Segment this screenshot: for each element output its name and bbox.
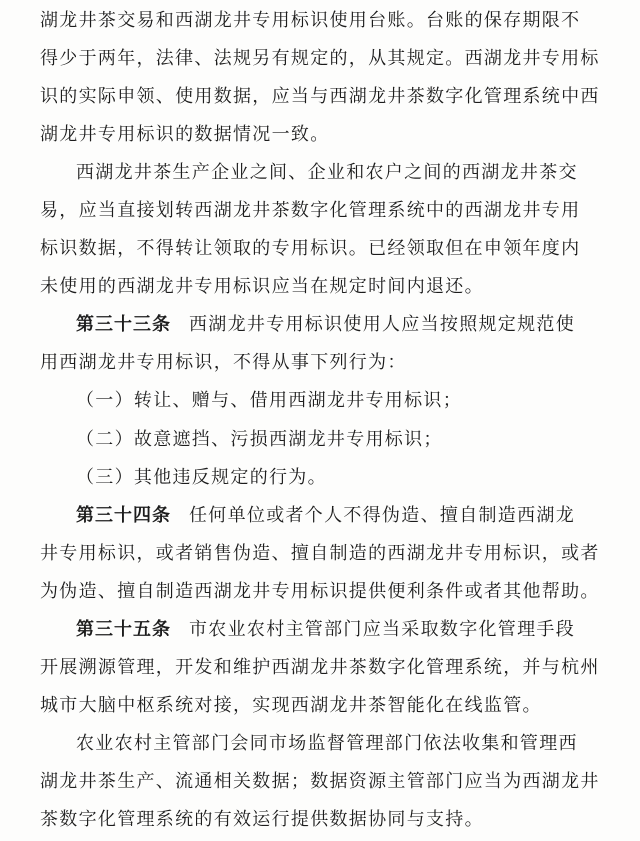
paragraph-line: 用西湖龙井专用标识，不得从事下列行为： (40, 352, 407, 373)
paragraph-line: 易，应当直接划转西湖龙井茶数字化管理系统中的西湖龙井专用 (40, 200, 581, 221)
article-33-heading: 第三十三条 (76, 314, 171, 335)
paragraph-line: 标识数据，不得转让领取的专用标识。已经领取但在申领年度内 (40, 238, 581, 259)
article-34-first-line (76, 499, 608, 533)
list-item: （一）转让、赠与、借用西湖龙井专用标识； (76, 390, 462, 411)
paragraph-text: 市农业农村主管部门应当采取数字化管理手段 (189, 619, 575, 640)
paragraph-line: 识的实际申领、使用数据，应当与西湖龙井茶数字化管理系统中西 (40, 86, 600, 107)
paragraph-line: 城市大脑中枢系统对接，实现西湖龙井茶智能化在线监管。 (40, 695, 542, 716)
paragraph-line: 湖龙井茶交易和西湖龙井专用标识使用台账。台账的保存期限不 (40, 10, 581, 31)
article-34-heading: 第三十四条 (76, 505, 171, 526)
paragraph-line: 开展溯源管理，开发和维护西湖龙井茶数字化管理系统，并与杭州 (40, 657, 600, 678)
paragraph-line: 未使用的西湖龙井专用标识应当在规定时间内退还。 (40, 276, 484, 297)
article-35-first-line (76, 613, 608, 647)
paragraph-line: 得少于两年，法律、法规另有规定的，从其规定。西湖龙井专用标 (40, 48, 600, 69)
paragraph-line: 农业农村主管部门会同市场监督管理部门依法收集和管理西 (76, 733, 578, 754)
paragraph-text: 西湖龙井专用标识使用人应当按照规定规范使 (189, 314, 575, 335)
paragraph-line: 湖龙井专用标识的数据情况一致。 (40, 124, 330, 145)
list-item: （三）其他违反规定的行为。 (76, 467, 327, 488)
paragraph-line: 井专用标识，或者销售伪造、擅自制造的西湖龙井专用标识，或者 (40, 543, 600, 564)
paragraph-line: 西湖龙井茶生产企业之间、企业和农户之间的西湖龙井茶交 (76, 162, 578, 183)
paragraph-line: 茶数字化管理系统的有效运行提供数据协同与支持。 (40, 809, 484, 830)
article-33-first-line (76, 308, 608, 342)
list-item: （二）故意遮挡、污损西湖龙井专用标识； (76, 429, 443, 450)
paragraph-line: 湖龙井茶生产、流通相关数据；数据资源主管部门应当为西湖龙井 (40, 771, 600, 792)
article-35-heading: 第三十五条 (76, 619, 171, 640)
paragraph-text: 任何单位或者个人不得伪造、擅自制造西湖龙 (189, 505, 575, 526)
paragraph-line: 为伪造、擅自制造西湖龙井专用标识提供便利条件或者其他帮助。 (40, 581, 600, 602)
